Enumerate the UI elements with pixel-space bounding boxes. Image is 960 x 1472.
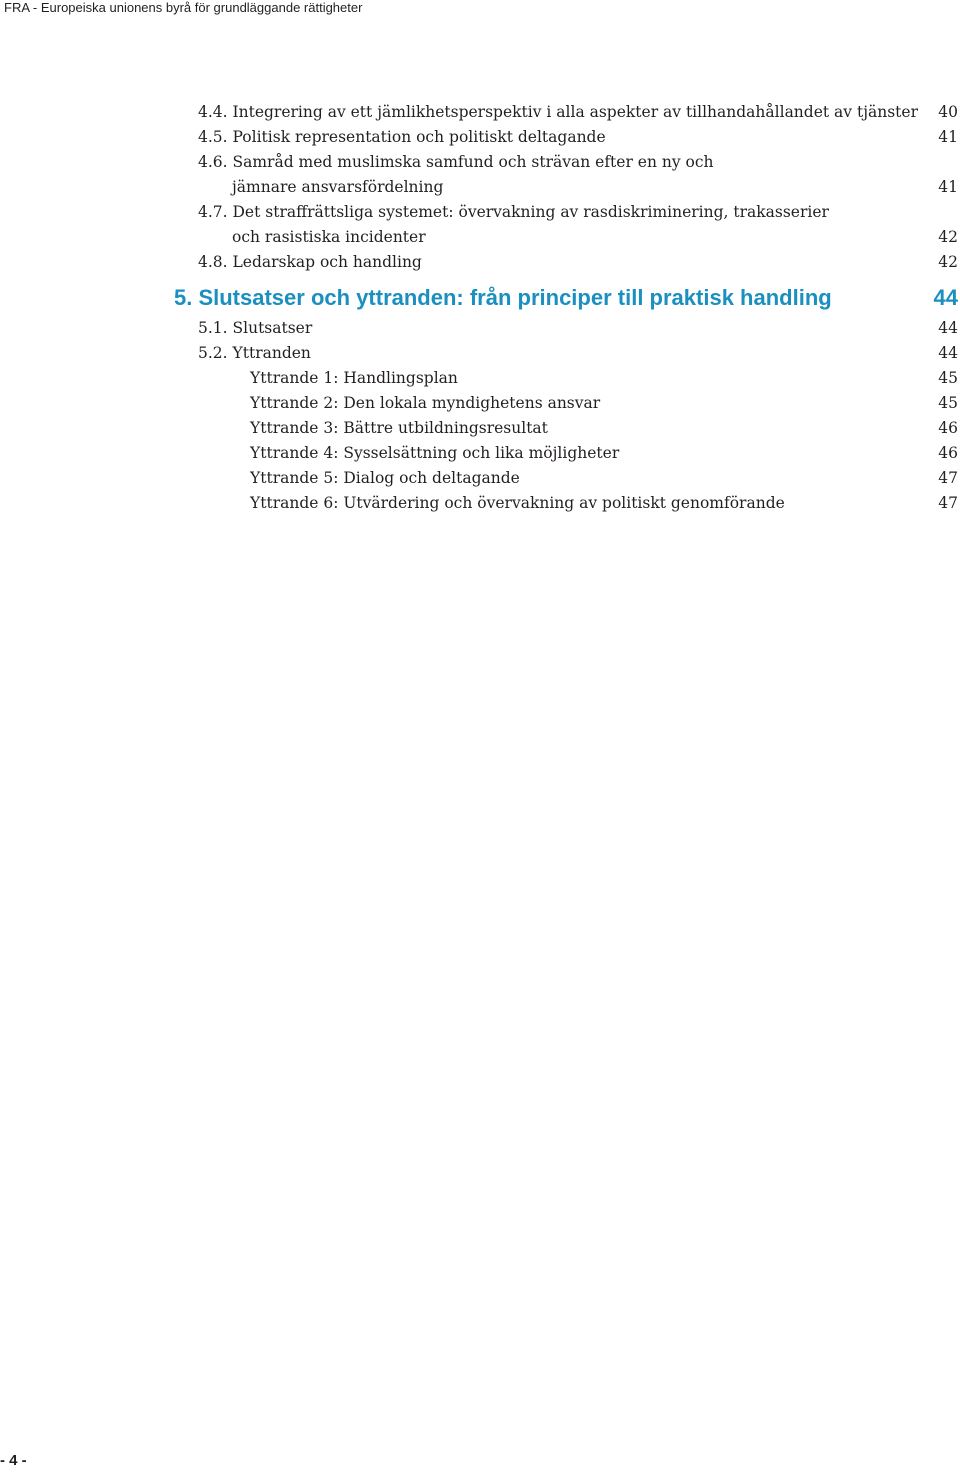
toc-entry-5-1[interactable]: [198, 316, 958, 341]
toc-entry-title: 4.4. Integrering av ett jämlikhetsperspektiv i alla aspekter av tillhandahållandet av tjänster: [198, 103, 918, 121]
toc-entry-4-7-continued[interactable]: [198, 225, 958, 250]
toc-entry-page: 41: [938, 128, 958, 146]
toc-entry-title: Yttrande 5: Dialog och deltagande: [250, 469, 520, 487]
toc-entry-title: Yttrande 4: Sysselsättning och lika möjligheter: [250, 444, 620, 462]
toc-entry-title: 5.2. Yttranden: [198, 344, 311, 362]
toc-entry-title: 4.5. Politisk representation och politiskt deltagande: [198, 128, 606, 146]
toc-entry-yttrande-4[interactable]: [198, 441, 958, 466]
toc-chapter-5[interactable]: [174, 284, 958, 312]
running-header: FRA - Europeiska unionens byrå för grundläggande rättigheter: [4, 0, 363, 15]
toc-chapter-page: 44: [933, 285, 958, 310]
toc-entry-title: Yttrande 2: Den lokala myndighetens ansvar: [250, 394, 601, 412]
toc-entry-4-6-continued[interactable]: [198, 175, 958, 200]
toc-entry-page: 45: [938, 394, 958, 412]
toc-entry-page: 44: [938, 319, 958, 337]
toc-chapter-title: 5. Slutsatser och yttranden: från principer till praktisk handling: [174, 285, 832, 310]
toc-entry-title: Yttrande 6: Utvärdering och övervakning av politiskt genomförande: [250, 494, 785, 512]
toc-entry-4-4[interactable]: [198, 100, 958, 125]
toc-entry-title: Yttrande 3: Bättre utbildningsresultat: [250, 419, 548, 437]
toc-entry-4-7[interactable]: [198, 200, 958, 225]
toc-entry-page: 42: [938, 228, 958, 246]
toc-entry-title: 5.1. Slutsatser: [198, 319, 313, 337]
toc-entry-page: 45: [938, 369, 958, 387]
toc-entry-4-5[interactable]: [198, 125, 958, 150]
toc-entry-yttrande-2[interactable]: [198, 391, 958, 416]
page-number: - 4 -: [0, 1452, 27, 1469]
toc-entry-title: 4.6. Samråd med muslimska samfund och strävan efter en ny och: [198, 153, 714, 171]
toc-entry-4-6[interactable]: [198, 150, 958, 175]
toc-entry-page: 46: [938, 419, 958, 437]
toc-entry-page: 47: [938, 469, 958, 487]
toc-entry-title: 4.7. Det straffrättsliga systemet: övervakning av rasdiskriminering, trakasserier: [198, 203, 829, 221]
toc-entry-page: 42: [938, 253, 958, 271]
toc-entry-page: 47: [938, 494, 958, 512]
toc-entry-page: 46: [938, 444, 958, 462]
table-of-contents: [174, 100, 958, 516]
toc-entry-yttrande-5[interactable]: [198, 466, 958, 491]
toc-entry-yttrande-1[interactable]: [198, 366, 958, 391]
toc-entry-yttrande-3[interactable]: [198, 416, 958, 441]
toc-entry-title: 4.8. Ledarskap och handling: [198, 253, 422, 271]
toc-entry-page: 41: [938, 178, 958, 196]
toc-entry-title: jämnare ansvarsfördelning: [232, 178, 444, 196]
toc-entry-yttrande-6[interactable]: [198, 491, 958, 516]
toc-entry-page: 40: [938, 103, 958, 121]
toc-entry-4-8[interactable]: [198, 250, 958, 275]
toc-entry-title: Yttrande 1: Handlingsplan: [250, 369, 458, 387]
toc-entry-5-2[interactable]: [198, 341, 958, 366]
toc-entry-title: och rasistiska incidenter: [232, 228, 426, 246]
toc-entry-page: 44: [938, 344, 958, 362]
